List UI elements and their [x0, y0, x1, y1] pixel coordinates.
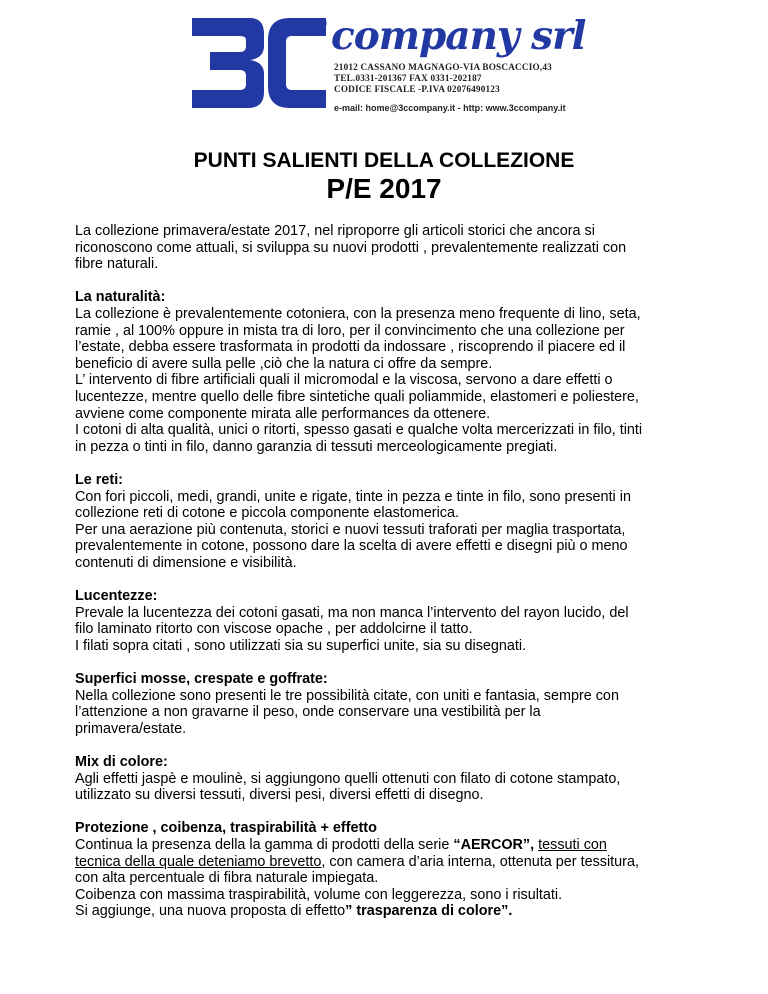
phone-line: TEL.0331-201367 FAX 0331-202187 — [334, 73, 482, 83]
text-line: utilizzato su diversi tessuti, diversi pesi, diversi effetti di disegno. — [75, 787, 484, 804]
text-line: lucentezze, mentre quello delle fibre sintetiche quali poliammide, elastomeri e poliestere, — [75, 388, 639, 405]
text-line — [75, 903, 715, 920]
text-line: La collezione è prevalentemente cotoniera, con la presenza meno frequente di lino, seta, — [75, 305, 641, 322]
letterhead — [188, 12, 588, 112]
section-heading: Superfici mosse, crespate e goffrate: — [75, 671, 328, 688]
text-line — [75, 837, 715, 854]
patent-underlined-text: tecnica della quale deteniamo brevetto, — [75, 853, 326, 870]
section-heading: Le reti: — [75, 471, 123, 488]
text-line: filo laminato ritorto con viscose opache , per addolcirne il tatto. — [75, 621, 473, 638]
text-segment: Continua la presenza della la gamma di prodotti della serie — [75, 836, 454, 853]
emphasized-text: ” trasparenza di colore”. — [345, 903, 513, 920]
text-line: Agli effetti jaspè e moulinè, si aggiungono quelli ottenuti con filato di cotone stampato, — [75, 770, 621, 787]
aercor-product-name: “AERCOR”, — [453, 836, 535, 853]
text-line: con alta percentuale di fibra naturale impiegata. — [75, 870, 379, 887]
text-line: avviene come componente mirata alle performances da ottenere. — [75, 405, 491, 422]
tax-code-line: CODICE FISCALE -P.IVA 02076490123 — [334, 84, 500, 94]
section-heading: Protezione , coibenza, traspirabilità + effetto — [75, 820, 377, 837]
section-heading: Mix di colore: — [75, 754, 168, 770]
section-protezione — [75, 820, 715, 920]
text-line: I cotoni di alta qualità, unici o ritorti, spesso gasati e qualche volta mercerizzati in filo, tinti — [75, 422, 643, 439]
text-line: contenuti di dimensione e visibilità. — [75, 554, 297, 571]
text-line: collezione reti di cotone e piccola componente elastomerica. — [75, 505, 459, 522]
section-mix-colore — [75, 754, 715, 804]
text-line: beneficio di avere sulla pelle ,ciò che la natura ci offre da sempre. — [75, 355, 493, 372]
text-line: Nella collezione sono presenti le tre possibilità citate, con uniti e fantasia, sempre con — [75, 687, 619, 704]
text-line: l’attenzione a non gravarne il peso, onde conservare una vestibilità per la — [75, 704, 541, 721]
text-line: I filati sopra citati , sono utilizzati sia su superfici unite, sia su disegnati. — [75, 637, 527, 654]
contact-line: e-mail: home@3ccompany.it - http: www.3ccompany.it — [334, 103, 566, 113]
text-line: Prevale la lucentezza dei cotoni gasati, ma non manca l’intervento del rayon lucido, del — [75, 604, 629, 621]
text-line: l’estate, debba essere trasformata in prodotti da indossare , riscoprendo il piacere ed il — [75, 339, 626, 356]
company-logo-3c — [188, 12, 328, 112]
text-line: L’ intervento di fibre artificiali quali il micromodal e la viscosa, servono a dare effetti o — [75, 372, 613, 389]
text-line: prevalentemente in cotone, possono dare la scelta di avere effetti e disegni più o meno — [75, 538, 628, 555]
address-line: 21012 CASSANO MAGNAGO-VIA BOSCACCIO,43 — [334, 62, 552, 72]
registered-mark: ® — [319, 18, 328, 30]
section-reti — [75, 472, 715, 572]
text-segment: Si aggiunge, una nuova proposta di effetto — [75, 903, 346, 920]
text-line: primavera/estate. — [75, 720, 187, 737]
section-heading: Lucentezze: — [75, 588, 158, 605]
text-line: riconoscono come attuali, si sviluppa su nuovi prodotti , prevalentemente realizzati con — [75, 239, 627, 256]
text-line: Con fori piccoli, medi, grandi, unite e rigate, tinte in pezza e tinte in filo, sono presenti in — [75, 488, 631, 505]
page-subtitle: P/E 2017 — [326, 173, 442, 204]
section-superfici — [75, 671, 715, 737]
patent-underlined-text: tessuti con — [538, 836, 607, 853]
text-line: ramie , al 100% oppure in mista tra di loro, per il convincimento che una collezione per — [75, 322, 625, 339]
text-line: in pezza o tinti in filo, danno garanzia di tessuti merceologicamente pregiati. — [75, 438, 558, 455]
text-line: La collezione primavera/estate 2017, nel riproporre gli articoli storici che ancora si — [75, 223, 595, 239]
company-address — [334, 62, 584, 95]
document-body — [75, 223, 715, 937]
section-naturalita — [75, 289, 715, 455]
page-title: PUNTI SALIENTI DELLA COLLEZIONE — [193, 149, 575, 172]
text-line — [75, 854, 715, 871]
text-line: Per una aerazione più contenuta, storici e nuovi tessuti traforati per maglia trasportata, — [75, 521, 626, 538]
text-line: fibre naturali. — [75, 256, 159, 273]
text-line: Coibenza con massima traspirabilità, volume con leggerezza, sono i risultati. — [75, 886, 563, 903]
section-heading: La naturalità: — [75, 289, 166, 306]
brand-name: company srl — [331, 13, 586, 59]
intro-paragraph — [75, 223, 715, 273]
text-segment: con camera d’aria interna, ottenuta per tessitura, — [325, 853, 639, 870]
section-lucentezze — [75, 588, 715, 654]
